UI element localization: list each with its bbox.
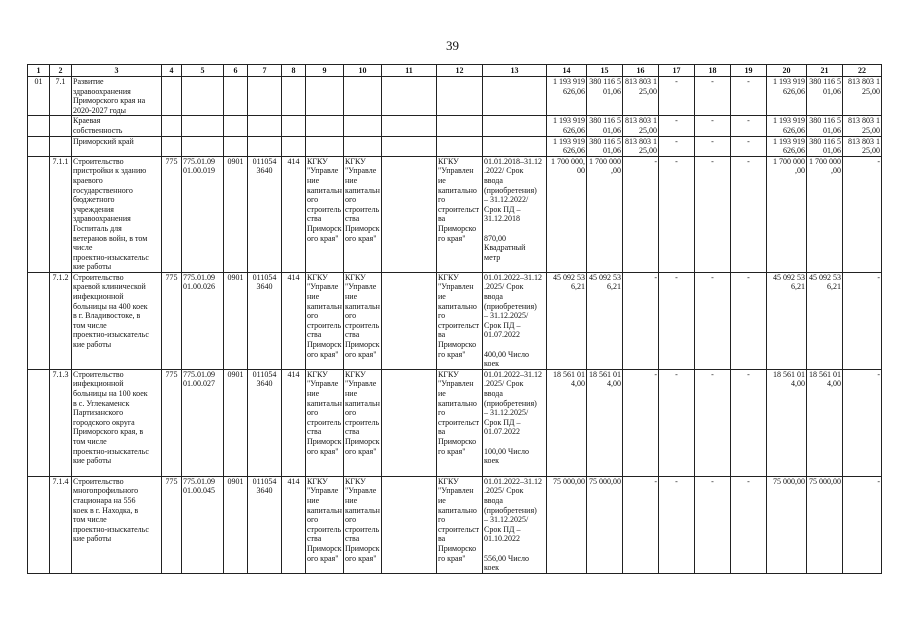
table-cell-col-21: 380 116 5 01,06 xyxy=(807,116,843,136)
budget-table xyxy=(27,64,882,574)
table-cell-col-22: - xyxy=(843,369,882,476)
column-number-row xyxy=(28,65,882,77)
table-cell-col-12: КГКУ "Управлен ие капитально го строительст ва Приморско го края" xyxy=(437,369,483,476)
table-cell-col-9 xyxy=(306,77,344,116)
table-cell-col-17: - xyxy=(659,77,695,116)
column-number: 15 xyxy=(587,65,623,77)
table-cell-col-5: 775.01.09 01.00.026 xyxy=(182,272,224,369)
table-cell-col-2: 7.1.2 xyxy=(50,272,72,369)
table-cell-col-17: - xyxy=(659,476,695,573)
table-cell-col-10 xyxy=(344,116,382,136)
table-cell-col-21: 380 116 5 01,06 xyxy=(807,136,843,156)
table-cell-col-4 xyxy=(162,116,182,136)
table-cell-col-13 xyxy=(483,136,547,156)
table-cell-col-13: 01.01.2022–31.12 .2025/ Срок ввода (приобретения) – 31.12.2025/ Срок ПД – 01.07.2022 400,00 Число коек xyxy=(483,272,547,369)
table-cell-col-18: - xyxy=(695,272,731,369)
table-cell-col-3: Строительство инфекционной больницы на 100 коек в с. Углекаменск Партизанского городского округа Приморского края, в том числе проектно-изыскательс кие работы xyxy=(72,369,162,476)
table-cell-col-10 xyxy=(344,77,382,116)
table-cell-col-3: Строительство краевой клинической инфекционной больницы на 400 коек в г. Владивостоке, в том числе проектно-изыскательс кие работы xyxy=(72,272,162,369)
column-number: 9 xyxy=(306,65,344,77)
column-number: 17 xyxy=(659,65,695,77)
table-cell-col-14: 45 092 53 6,21 xyxy=(547,272,587,369)
table-cell-col-9 xyxy=(306,116,344,136)
table-row-program-total xyxy=(28,77,882,116)
table-cell-col-14: 1 193 919 626,06 xyxy=(547,116,587,136)
table-cell-col-18: - xyxy=(695,156,731,272)
column-number: 18 xyxy=(695,65,731,77)
table-cell-col-17: - xyxy=(659,272,695,369)
table-cell-col-1: 01 xyxy=(28,77,50,116)
column-number: 3 xyxy=(72,65,162,77)
table-cell-col-20: 1 700 000 ,00 xyxy=(767,156,807,272)
table-cell-col-16: 813 803 1 25,00 xyxy=(623,77,659,116)
table-cell-col-3: Строительство многопрофильного стационара на 556 коек в г. Находка, в том числе проектно-изыскательс кие работы xyxy=(72,476,162,573)
table-cell-col-12 xyxy=(437,77,483,116)
table-cell-col-3: Развитие здравоохранения Приморского края на 2020-2027 годы xyxy=(72,77,162,116)
table-cell-col-2: 7.1.4 xyxy=(50,476,72,573)
table-cell-col-11 xyxy=(382,272,437,369)
table-row-primorsky-krai xyxy=(28,136,882,156)
table-cell-col-2 xyxy=(50,136,72,156)
table-cell-col-4: 775 xyxy=(162,272,182,369)
table-cell-col-4: 775 xyxy=(162,156,182,272)
table-cell-col-1 xyxy=(28,369,50,476)
table-cell-col-1 xyxy=(28,272,50,369)
table-cell-col-19: - xyxy=(731,77,767,116)
table-cell-col-21: 18 561 01 4,00 xyxy=(807,369,843,476)
column-number: 8 xyxy=(282,65,306,77)
table-cell-col-1 xyxy=(28,136,50,156)
column-number: 7 xyxy=(248,65,282,77)
column-number: 6 xyxy=(224,65,248,77)
table-cell-col-15: 1 700 000 ,00 xyxy=(587,156,623,272)
table-cell-col-7 xyxy=(248,77,282,116)
table-cell-col-3: Приморский край xyxy=(72,136,162,156)
table-cell-col-11 xyxy=(382,77,437,116)
table-cell-col-10: КГКУ "Управле ние капитальн ого строитель ства Приморск ого края" xyxy=(344,476,382,573)
column-number: 1 xyxy=(28,65,50,77)
table-cell-col-19: - xyxy=(731,156,767,272)
table-cell-col-9: КГКУ "Управле ние капитальн ого строитель ства Приморск ого края" xyxy=(306,272,344,369)
table-cell-col-9: КГКУ "Управле ние капитальн ого строитель ства Приморск ого края" xyxy=(306,476,344,573)
column-number: 22 xyxy=(843,65,882,77)
table-cell-col-19: - xyxy=(731,116,767,136)
table-cell-col-18: - xyxy=(695,77,731,116)
table-cell-col-19: - xyxy=(731,272,767,369)
table-cell-col-20: 1 193 919 626,06 xyxy=(767,136,807,156)
table-cell-col-10: КГКУ "Управле ние капитальн ого строитель ства Приморск ого края" xyxy=(344,369,382,476)
table-cell-col-8: 414 xyxy=(282,156,306,272)
table-cell-col-12: КГКУ "Управлен ие капитально го строительст ва Приморско го края" xyxy=(437,476,483,573)
table-cell-col-7: 011054 3640 xyxy=(248,369,282,476)
table-cell-col-11 xyxy=(382,369,437,476)
table-cell-col-7: 011054 3640 xyxy=(248,156,282,272)
table-cell-col-6: 0901 xyxy=(224,156,248,272)
table-cell-col-11 xyxy=(382,156,437,272)
table-cell-col-11 xyxy=(382,116,437,136)
column-number: 19 xyxy=(731,65,767,77)
table-cell-col-18: - xyxy=(695,116,731,136)
table-cell-col-5 xyxy=(182,116,224,136)
column-number: 20 xyxy=(767,65,807,77)
page-number: 39 xyxy=(446,38,459,53)
table-cell-col-11 xyxy=(382,476,437,573)
table-cell-col-8 xyxy=(282,136,306,156)
table-cell-col-6: 0901 xyxy=(224,272,248,369)
table-cell-col-12: КГКУ "Управлен ие капитально го строительст ва Приморско го края" xyxy=(437,272,483,369)
table-cell-col-13: 01.01.2018–31.12 .2022/ Срок ввода (приобретения) – 31.12.2022/ Срок ПД – 31.12.2018 870,00 Квадратный метр xyxy=(483,156,547,272)
table-cell-col-20: 18 561 01 4,00 xyxy=(767,369,807,476)
table-cell-col-8 xyxy=(282,116,306,136)
table-cell-col-4 xyxy=(162,77,182,116)
table-cell-col-22: - xyxy=(843,476,882,573)
table-cell-col-9 xyxy=(306,136,344,156)
table-cell-col-8: 414 xyxy=(282,272,306,369)
table-cell-col-16: - xyxy=(623,369,659,476)
table-cell-col-16: - xyxy=(623,156,659,272)
table-cell-col-6 xyxy=(224,116,248,136)
table-cell-col-10: КГКУ "Управле ние капитальн ого строитель ства Приморск ого края" xyxy=(344,156,382,272)
table-cell-col-2: 7.1 xyxy=(50,77,72,116)
table-cell-col-12 xyxy=(437,136,483,156)
table-cell-col-15: 18 561 01 4,00 xyxy=(587,369,623,476)
table-cell-col-18: - xyxy=(695,476,731,573)
table-cell-col-12 xyxy=(437,116,483,136)
table-cell-col-15: 75 000,00 xyxy=(587,476,623,573)
table-row-7-1-4 xyxy=(28,476,882,573)
table-cell-col-5: 775.01.09 01.00.045 xyxy=(182,476,224,573)
table-cell-col-15: 380 116 5 01,06 xyxy=(587,77,623,116)
table-cell-col-8: 414 xyxy=(282,476,306,573)
column-number: 16 xyxy=(623,65,659,77)
table-cell-col-6: 0901 xyxy=(224,476,248,573)
table-cell-col-22: 813 803 1 25,00 xyxy=(843,116,882,136)
table-cell-col-13 xyxy=(483,116,547,136)
table-cell-col-14: 1 700 000, 00 xyxy=(547,156,587,272)
table-cell-col-14: 18 561 01 4,00 xyxy=(547,369,587,476)
table-cell-col-7 xyxy=(248,136,282,156)
table-cell-col-22: - xyxy=(843,156,882,272)
column-number: 14 xyxy=(547,65,587,77)
table-cell-col-20: 1 193 919 626,06 xyxy=(767,77,807,116)
table-row-regional-property xyxy=(28,116,882,136)
table-cell-col-22: - xyxy=(843,272,882,369)
table-cell-col-7 xyxy=(248,116,282,136)
table-cell-col-21: 45 092 53 6,21 xyxy=(807,272,843,369)
column-number: 11 xyxy=(382,65,437,77)
table-cell-col-1 xyxy=(28,156,50,272)
table-cell-col-20: 75 000,00 xyxy=(767,476,807,573)
table-cell-col-19: - xyxy=(731,136,767,156)
table-cell-col-14: 1 193 919 626,06 xyxy=(547,77,587,116)
table-cell-col-18: - xyxy=(695,136,731,156)
table-cell-col-21: 75 000,00 xyxy=(807,476,843,573)
column-number: 2 xyxy=(50,65,72,77)
column-number: 4 xyxy=(162,65,182,77)
table-cell-col-17: - xyxy=(659,116,695,136)
table-cell-col-9: КГКУ "Управле ние капитальн ого строитель ства Приморск ого края" xyxy=(306,156,344,272)
table-cell-col-17: - xyxy=(659,369,695,476)
table-cell-col-3: Строительство пристройки к зданию краевого государственного бюджетного учреждения здравоохранения Госпиталь для ветеранов войн, в том числе проектно-изыскательс кие работы xyxy=(72,156,162,272)
table-cell-col-3: Краевая собственность xyxy=(72,116,162,136)
table-row-7-1-1 xyxy=(28,156,882,272)
table-cell-col-5: 775.01.09 01.00.027 xyxy=(182,369,224,476)
table-cell-col-1 xyxy=(28,116,50,136)
table-row-7-1-3 xyxy=(28,369,882,476)
table-cell-col-6 xyxy=(224,136,248,156)
table-cell-col-15: 380 116 5 01,06 xyxy=(587,136,623,156)
table-cell-col-13 xyxy=(483,77,547,116)
table-cell-col-13: 01.01.2022–31.12 .2025/ Срок ввода (приобретения) – 31.12.2025/ Срок ПД – 01.10.2022 556,00 Число коек xyxy=(483,476,547,573)
table-cell-col-15: 380 116 5 01,06 xyxy=(587,116,623,136)
table-cell-col-12: КГКУ "Управлен ие капитально го строительст ва Приморско го края" xyxy=(437,156,483,272)
table-cell-col-4: 775 xyxy=(162,369,182,476)
table-cell-col-10 xyxy=(344,136,382,156)
table-cell-col-16: - xyxy=(623,476,659,573)
table-cell-col-10: КГКУ "Управле ние капитальн ого строитель ства Приморск ого края" xyxy=(344,272,382,369)
table-cell-col-15: 45 092 53 6,21 xyxy=(587,272,623,369)
table-cell-col-8 xyxy=(282,77,306,116)
table-cell-col-16: 813 803 1 25,00 xyxy=(623,116,659,136)
table-cell-col-5 xyxy=(182,136,224,156)
table-cell-col-22: 813 803 1 25,00 xyxy=(843,136,882,156)
table-cell-col-11 xyxy=(382,136,437,156)
table-cell-col-20: 45 092 53 6,21 xyxy=(767,272,807,369)
table-cell-col-9: КГКУ "Управле ние капитальн ого строитель ства Приморск ого края" xyxy=(306,369,344,476)
column-number: 21 xyxy=(807,65,843,77)
table-cell-col-2: 7.1.3 xyxy=(50,369,72,476)
table-cell-col-16: - xyxy=(623,272,659,369)
table-cell-col-17: - xyxy=(659,156,695,272)
table-cell-col-22: 813 803 1 25,00 xyxy=(843,77,882,116)
table-cell-col-8: 414 xyxy=(282,369,306,476)
table-cell-col-4 xyxy=(162,136,182,156)
column-number: 5 xyxy=(182,65,224,77)
table-cell-col-6 xyxy=(224,77,248,116)
table-cell-col-17: - xyxy=(659,136,695,156)
table-cell-col-16: 813 803 1 25,00 xyxy=(623,136,659,156)
table-cell-col-19: - xyxy=(731,476,767,573)
table-cell-col-14: 75 000,00 xyxy=(547,476,587,573)
table-cell-col-21: 1 700 000 ,00 xyxy=(807,156,843,272)
column-number: 13 xyxy=(483,65,547,77)
table-cell-col-4: 775 xyxy=(162,476,182,573)
table-cell-col-2 xyxy=(50,116,72,136)
table-cell-col-2: 7.1.1 xyxy=(50,156,72,272)
table-cell-col-14: 1 193 919 626,06 xyxy=(547,136,587,156)
table-cell-col-20: 1 193 919 626,06 xyxy=(767,116,807,136)
table-cell-col-1 xyxy=(28,476,50,573)
table-row-7-1-2 xyxy=(28,272,882,369)
column-number: 12 xyxy=(437,65,483,77)
table-cell-col-19: - xyxy=(731,369,767,476)
table-cell-col-18: - xyxy=(695,369,731,476)
table-cell-col-21: 380 116 5 01,06 xyxy=(807,77,843,116)
table-cell-col-5 xyxy=(182,77,224,116)
table-cell-col-6: 0901 xyxy=(224,369,248,476)
table-cell-col-13: 01.01.2022–31.12 .2025/ Срок ввода (приобретения) – 31.12.2025/ Срок ПД – 01.07.2022 100,00 Число коек xyxy=(483,369,547,476)
table-cell-col-7: 011054 3640 xyxy=(248,476,282,573)
table-cell-col-5: 775.01.09 01.00.019 xyxy=(182,156,224,272)
table-cell-col-7: 011054 3640 xyxy=(248,272,282,369)
column-number: 10 xyxy=(344,65,382,77)
